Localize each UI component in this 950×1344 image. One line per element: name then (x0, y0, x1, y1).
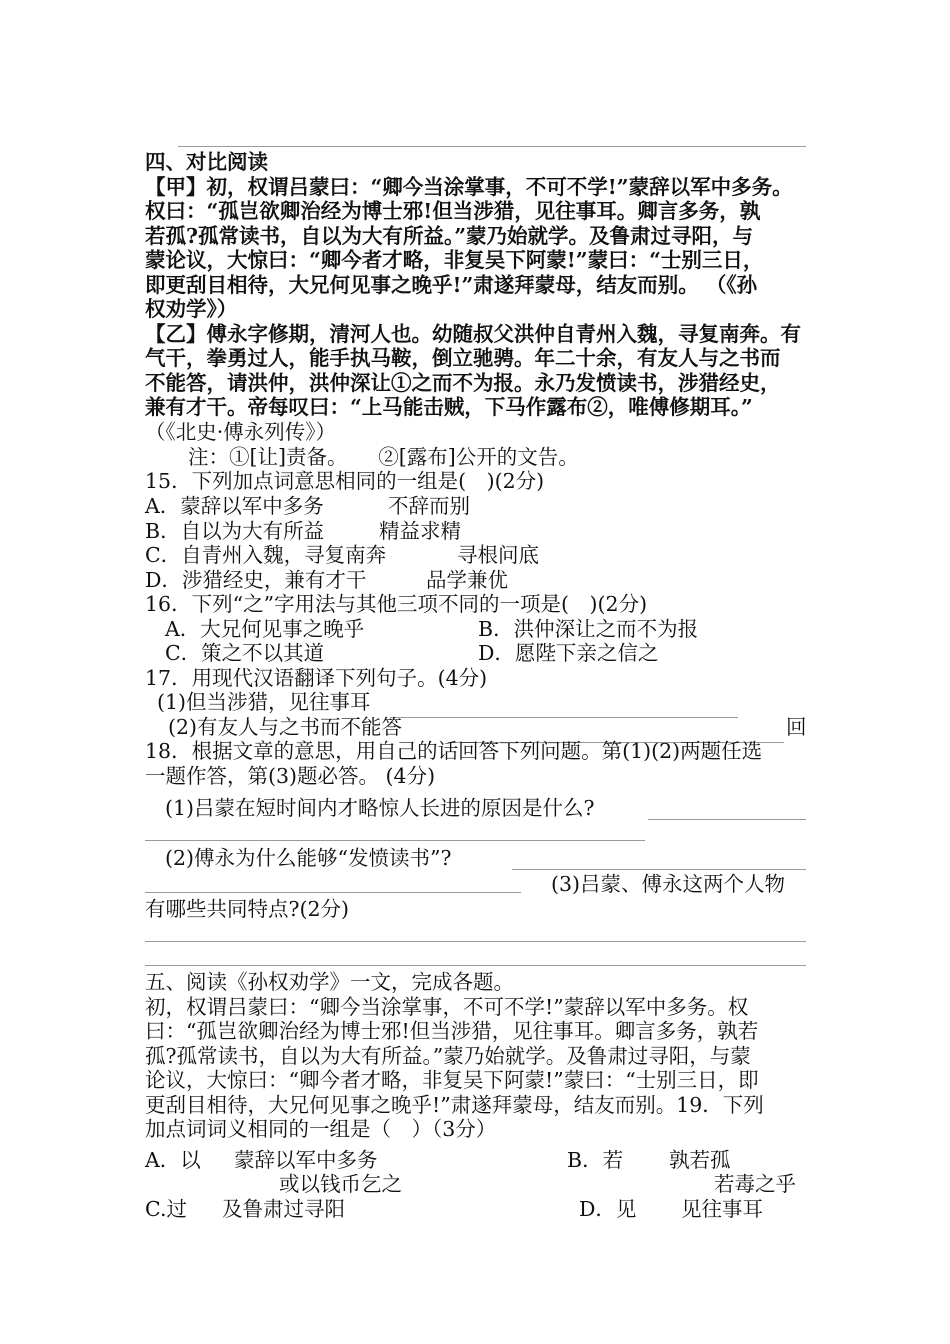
q19-option-b-2: 若毒之乎 (714, 1172, 796, 1196)
yi-line-1: 【乙】傅永字修期，清河人也。幼随叔父洪仲自青州入魏，寻复南奔。有 (145, 322, 801, 346)
section5-text-5: 更刮目相待，大兄何见事之晚乎!”肃遂拜蒙母，结友而别。19．下列 (145, 1093, 764, 1117)
q16-option-b: B．洪仲深让之而不为报 (478, 617, 699, 641)
q19-option-c-label: C.过 (145, 1197, 187, 1221)
q19-option-c-1: 及鲁肃过寻阳 (222, 1197, 345, 1221)
section5-text-1: 初，权谓吕蒙曰：“卿今当涂掌事，不可不学!”蒙辞以军中多务。权 (145, 995, 749, 1019)
q18-stem-2: 一题作答，第(3)题必答。 (4分) (145, 764, 436, 788)
yi-line-2: 气干，拳勇过人，能手执马鞍，倒立驰骋。年二十余，有友人与之书而 (145, 346, 781, 370)
q15-option-d: D．涉猎经史，兼有才干 (145, 568, 367, 592)
q18-answer-line-2a (512, 869, 806, 870)
yi-source: （《北史·傅永列传》） (145, 420, 337, 444)
section5-text-2: 曰：“孤岂欲卿治经为博士邪!但当涉猎，见往事耳。卿言多务，孰若 (145, 1019, 759, 1043)
yi-line-3: 不能答，请洪仲，洪仲深让①之而不为报。永乃发愤读书，涉猎经史， (145, 371, 781, 395)
yi-line-4: 兼有才干。帝每叹曰：“上马能击贼，下马作露布②，唯傅修期耳。” (145, 395, 753, 419)
top-answer-line (178, 146, 806, 147)
q17-trailing-char: 回 (786, 715, 807, 739)
q18-answer-line-1a (648, 819, 806, 820)
q18-answer-line-3a (145, 941, 806, 942)
q17-answer-line-1 (390, 717, 738, 718)
q19-option-b-label: B．若 (567, 1148, 624, 1172)
section5-text-4: 论议，大惊曰：“卿今者才略，非复吴下阿蒙!”蒙曰：“士别三日，即 (145, 1068, 759, 1092)
jia-line-1: 【甲】初，权谓吕蒙曰：“卿今当涂掌事，不可不学!”蒙辞以军中多务。 (145, 175, 793, 199)
q18-prompt-3b: 有哪些共同特点?(2分) (145, 897, 350, 921)
q15-option-b-pair: 精益求精 (379, 519, 461, 543)
q15-stem: 15．下列加点词意思相同的一组是( )(2分) (145, 469, 545, 493)
q18-answer-line-1b (145, 840, 645, 841)
q16-option-a: A．大兄何见事之晚乎 (165, 617, 365, 641)
q16-option-d: D．愿陛下亲之信之 (478, 641, 659, 665)
q19-option-a-label: A．以 (145, 1148, 201, 1172)
q18-prompt-1: (1)吕蒙在短时间内才略惊人长进的原因是什么? (165, 796, 595, 820)
q19-option-a-2: 或以钱币乞之 (279, 1172, 402, 1196)
q18-stem-1: 18．根据文章的意思，用自己的话回答下列问题。第(1)(2)两题任选 (145, 739, 763, 763)
note-line: 注：①[让]责备。 ②[露布]公开的文告。 (188, 445, 579, 469)
q15-option-b: B．自以为大有所益 (145, 519, 325, 543)
q19-option-b-1: 孰若孤 (669, 1148, 731, 1172)
q18-prompt-2: (2)傅永为什么能够“发愤读书”? (165, 846, 452, 870)
q15-option-d-pair: 品学兼优 (426, 568, 508, 592)
section5-text-3: 孤?孤常读书，自以为大有所益。”蒙乃始就学。及鲁肃过寻阳，与蒙 (145, 1044, 751, 1068)
jia-line-3: 若孤?孤常读书，自以为大有所益。”蒙乃始就学。及鲁肃过寻阳，与 (145, 224, 754, 248)
q16-option-c: C．策之不以其道 (165, 641, 325, 665)
q19-option-d-label: D．见 (579, 1197, 637, 1221)
q18-prompt-3a: (3)吕蒙、傅永这两个人物 (551, 872, 786, 896)
q18-answer-line-3b (145, 965, 806, 966)
q18-answer-line-2b (145, 892, 521, 893)
q17-stem: 17．用现代汉语翻译下列句子。(4分) (145, 666, 488, 690)
q15-option-c: C．自青州入魏，寻复南奔 (145, 543, 387, 567)
jia-line-4: 蒙论议，大惊曰：“卿今者才略，非复吴下阿蒙!”蒙曰：“士别三日， (145, 248, 764, 272)
jia-line-6: 权劝学》） (145, 297, 238, 321)
section4-heading: 四、对比阅读 (145, 150, 268, 174)
q15-option-a: A．蒙辞以军中多务 (145, 494, 324, 518)
q17-sentence-2: (2)有友人与之书而不能答 (168, 715, 403, 739)
q17-sentence-1: (1)但当涉猎，见往事耳 (157, 690, 371, 714)
q15-option-c-pair: 寻根问底 (457, 543, 539, 567)
section5-heading: 五、阅读《孙权劝学》一文，完成各题。 (145, 970, 514, 994)
q19-option-d-1: 见往事耳 (681, 1197, 763, 1221)
jia-line-2: 权曰：“孤岂欲卿治经为博士邪!但当涉猎，见往事耳。卿言多务，孰 (145, 199, 761, 223)
q16-stem: 16．下列“之”字用法与其他三项不同的一项是( )(2分) (145, 592, 648, 616)
q15-option-a-pair: 不辞而别 (388, 494, 470, 518)
q19-option-a-1: 蒙辞以军中多务 (234, 1148, 378, 1172)
section5-text-6: 加点词词义相同的一组是（ ）（3分） (145, 1117, 497, 1141)
jia-line-5: 即更刮目相待，大兄何见事之晚乎!”肃遂拜蒙母，结友而别。 （《孙 (145, 273, 758, 297)
